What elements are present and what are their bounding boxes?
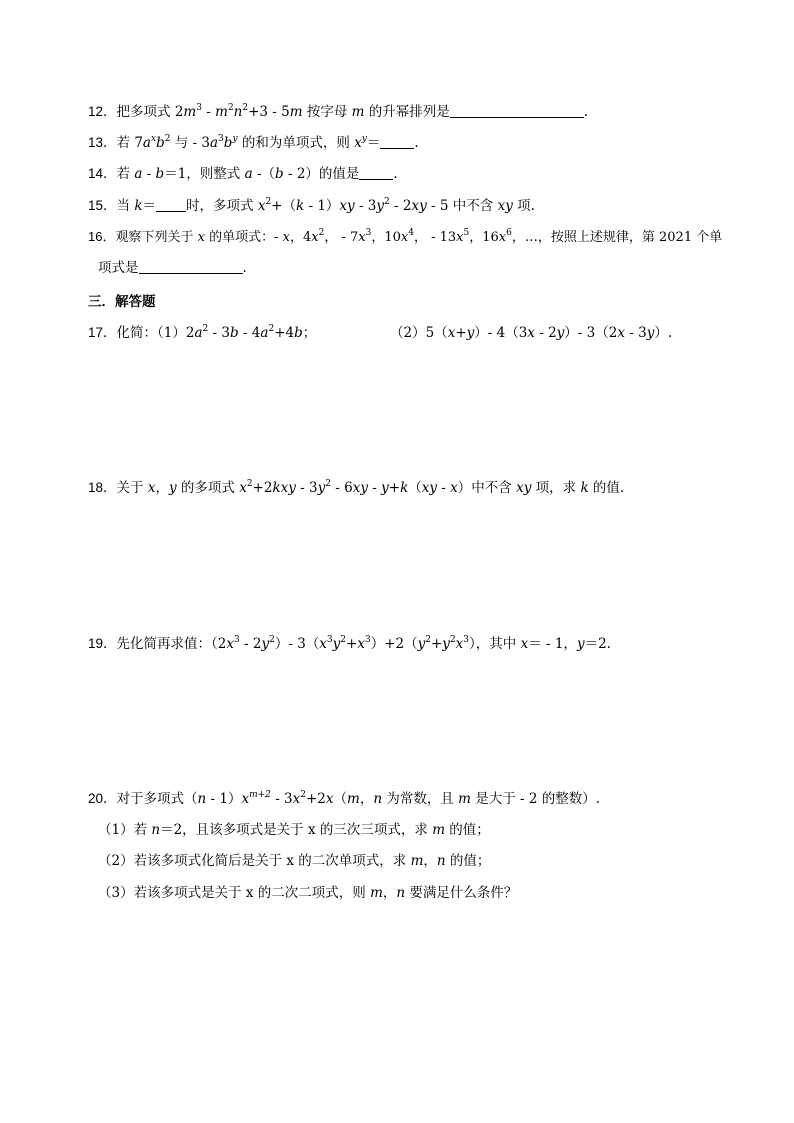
text: - 1） (206, 791, 242, 807)
text: - 3 (208, 325, 230, 341)
var: y (168, 480, 177, 496)
var: x (239, 480, 247, 496)
text: ，10 (371, 230, 401, 245)
var: x (245, 885, 254, 901)
var: y (576, 636, 585, 652)
text: （ (408, 480, 422, 496)
question-20-sub-3 (98, 883, 748, 903)
text: 的二次单项式，求 (294, 853, 411, 869)
var: y (376, 198, 385, 214)
exponent: 2 (340, 634, 347, 645)
text: - (367, 480, 382, 496)
var: n (396, 885, 406, 901)
text: 项式是 (98, 260, 139, 276)
var: x (257, 198, 266, 214)
text: 按字母 (302, 104, 352, 120)
var: k (295, 198, 305, 214)
var: x (292, 791, 301, 807)
question-17-part2 (390, 323, 750, 343)
text: 为常数，且 (382, 791, 459, 807)
text: 观察下列关于 (115, 230, 198, 245)
text: 时，多项式 (186, 198, 258, 214)
question-13 (88, 133, 738, 153)
section-title: 三．解答题 (88, 294, 156, 310)
text: ＝2，且该多项式是关于 (160, 822, 308, 838)
var: x (400, 230, 409, 245)
text: . (583, 104, 589, 120)
answer-blank[interactable] (156, 197, 186, 212)
text: ），其中 (469, 636, 521, 652)
text: 的多项式 (176, 480, 240, 496)
text: - 5 中不含 (426, 198, 498, 214)
text: ）中不含 (457, 480, 517, 496)
text: ＝1，则整式 (164, 166, 245, 182)
var: m (183, 104, 197, 120)
exponent: 3 (365, 227, 372, 238)
var: x (319, 636, 327, 652)
exponent: 6 (506, 227, 512, 238)
exponent: x (150, 133, 157, 144)
text: 若 (116, 166, 135, 182)
text: 把多项式 2 (116, 104, 184, 120)
var: x (358, 230, 366, 245)
exponent: 3 (196, 102, 202, 113)
exponent: 3 (234, 634, 240, 645)
text: ）- 3（2 (564, 325, 618, 341)
question-number: 14． (88, 166, 117, 181)
text: 当 (116, 198, 135, 214)
text: 的和为单项式，则 (237, 135, 355, 151)
var: x (357, 636, 365, 652)
text: 的升幂排列是 (364, 104, 450, 120)
text: 项，求 (531, 480, 581, 496)
exponent: 2 (269, 634, 275, 645)
var: a (134, 166, 143, 182)
question-20 (88, 789, 738, 809)
var: x (354, 135, 362, 151)
exponent: 3 (364, 634, 371, 645)
text: （1）若 (98, 822, 152, 838)
exponent: 2 (449, 634, 456, 645)
question-number: 12． (88, 104, 117, 119)
text: 对于多项式（ (116, 791, 198, 807)
exponent: y (232, 133, 238, 144)
var: n (197, 791, 207, 807)
question-14 (88, 164, 738, 184)
text: （2）5（ (390, 325, 448, 341)
var: xy (411, 198, 427, 214)
text: ＝2. (584, 636, 611, 652)
text: ＝ - 1， (528, 636, 577, 652)
text: ； (302, 325, 317, 341)
var: m (347, 791, 360, 807)
question-18 (88, 478, 738, 498)
question-number: 13． (88, 135, 117, 150)
var: k (400, 480, 409, 496)
var: y (646, 325, 655, 341)
exponent: y (361, 133, 367, 144)
exponent: 5 (463, 227, 470, 238)
exponent: m+2 (249, 789, 271, 800)
text: ）+2（ (370, 636, 418, 652)
text: ，…，按照上述规律，第 2021 个单 (511, 230, 723, 245)
question-number: 16． (88, 229, 116, 244)
text: - 3 (295, 480, 318, 496)
var: y (466, 325, 475, 341)
exponent: 2 (202, 323, 209, 334)
var: xy (339, 198, 355, 214)
var: m (289, 104, 303, 120)
text: （3）若该多项式是关于 (98, 885, 246, 901)
text: - 1） (304, 198, 340, 214)
var: y (332, 636, 341, 652)
text: ＝ (366, 135, 381, 151)
text: +2 (306, 791, 326, 807)
var: b (156, 135, 165, 151)
text: +2 (252, 480, 273, 496)
text: +3 - 5 (248, 104, 290, 120)
answer-blank[interactable] (380, 134, 414, 149)
question-19 (88, 634, 738, 654)
var: x (286, 853, 295, 869)
text: （2）若该多项式化简后是关于 (98, 853, 287, 869)
text: 关于 (116, 480, 148, 496)
var: a (209, 135, 219, 151)
question-15 (88, 196, 738, 216)
var: x (520, 636, 529, 652)
question-number: 19． (88, 636, 117, 651)
text: ，4 (289, 230, 312, 245)
text: 的值； (445, 853, 491, 869)
question-number: 17． (88, 325, 117, 340)
var: kxy (272, 480, 296, 496)
text: ，16 (469, 230, 499, 245)
var: y (417, 636, 426, 652)
var: xy (352, 480, 368, 496)
text: - 3 (270, 791, 293, 807)
exponent: 2 (164, 133, 171, 144)
var: k (134, 198, 143, 214)
text: . (393, 166, 398, 182)
text: ， - 13 (413, 230, 457, 245)
var: b (155, 166, 165, 182)
var: b (230, 325, 239, 341)
text: ）- 4（3 (474, 325, 528, 341)
question-16 (88, 227, 738, 248)
question-20-sub-1 (98, 820, 748, 840)
text: ）. (654, 325, 673, 341)
text: + (388, 480, 401, 496)
text: - (437, 480, 451, 496)
text: 的值； (445, 822, 490, 838)
exponent: 4 (408, 227, 414, 238)
var: x (311, 230, 319, 245)
text: +（ (271, 198, 296, 214)
var: xy (516, 480, 532, 496)
text: + (455, 325, 467, 341)
var: x (307, 822, 316, 838)
exponent: 3 (326, 634, 333, 645)
var: m (215, 104, 228, 120)
var: a (260, 325, 269, 341)
text: - (201, 104, 216, 120)
var: y (317, 480, 326, 496)
var: x (282, 230, 290, 245)
text: 先化简再求值：（2 (116, 636, 227, 652)
answer-blank[interactable] (359, 165, 393, 180)
text: - 2）的值是 (283, 166, 360, 182)
var: m (458, 791, 471, 807)
text: + (346, 636, 358, 652)
var: m (351, 104, 365, 120)
var: xy (421, 480, 438, 496)
var: x (455, 636, 464, 652)
exponent: 2 (265, 196, 272, 207)
var: m (432, 822, 446, 838)
text: + (430, 636, 443, 652)
text: - 2 (534, 325, 557, 341)
text: ， (359, 791, 374, 807)
exponent: 2 (242, 102, 249, 113)
text: - 3 (624, 325, 647, 341)
var: b (223, 135, 233, 151)
var: x (456, 230, 464, 245)
exponent: 2 (318, 227, 325, 238)
var: n (373, 791, 383, 807)
text: - 2 (239, 636, 262, 652)
text: - (142, 166, 156, 182)
answer-blank[interactable] (139, 259, 243, 274)
var: x (241, 791, 250, 807)
var: b (294, 325, 303, 341)
text: . (242, 260, 247, 276)
text: 项. (512, 198, 535, 214)
var: x (197, 230, 205, 245)
text: - 4 (238, 325, 261, 341)
text: 的单项式：- (204, 230, 283, 245)
var: x (498, 230, 507, 245)
exponent: 2 (246, 478, 253, 489)
text: 若 7 (116, 135, 143, 151)
text: ＝ (142, 198, 157, 214)
text: . (414, 135, 419, 151)
var: x (325, 791, 334, 807)
question-16-cont (98, 258, 748, 278)
exponent: 2 (227, 102, 234, 113)
var: x (226, 636, 234, 652)
text: （ (333, 791, 348, 807)
var: y (556, 325, 565, 341)
var: n (151, 822, 161, 838)
text: 的值. (588, 480, 625, 496)
exponent: 2 (300, 789, 306, 800)
var: m (410, 853, 424, 869)
var: x (147, 480, 156, 496)
text: 是大于 - 2 的整数）. (470, 791, 601, 807)
text: 化简：（1）2 (116, 325, 195, 341)
question-number: 18． (88, 480, 117, 495)
text: 要满足什么条件？ (405, 885, 518, 901)
var: a (194, 325, 203, 341)
var: n (233, 104, 243, 120)
text: 的二次二项式，则 (253, 885, 371, 901)
text: - 3 (354, 198, 377, 214)
text: ， (423, 853, 437, 869)
var: y (442, 636, 450, 652)
var: b (275, 166, 284, 182)
var: a (142, 135, 151, 151)
text: 的三次三项式，求 (315, 822, 433, 838)
exponent: 2 (384, 196, 390, 207)
var: m (370, 885, 383, 901)
text: - 2 (389, 198, 412, 214)
var: a (244, 166, 253, 182)
question-number: 15． (88, 198, 117, 213)
exponent: 2 (268, 323, 275, 334)
exponent: 3 (463, 634, 470, 645)
text: 与 - 3 (170, 135, 210, 151)
answer-blank[interactable] (450, 103, 584, 118)
var: y (261, 636, 270, 652)
var: y (381, 480, 389, 496)
text: ， - 7 (324, 230, 359, 245)
text: ， (382, 885, 397, 901)
text: +4 (274, 325, 295, 341)
exponent: 2 (325, 478, 331, 489)
var: x (447, 325, 456, 341)
text: - 6 (330, 480, 353, 496)
text: ， (155, 480, 169, 496)
question-12 (88, 102, 738, 122)
var: k (580, 480, 589, 496)
question-20-sub-2 (98, 851, 748, 871)
exponent: 3 (218, 133, 224, 144)
var: xy (497, 198, 513, 214)
var: x (450, 480, 458, 496)
exponent: 2 (425, 634, 431, 645)
var: n (436, 853, 446, 869)
var: x (527, 325, 535, 341)
text: ）- 3（ (274, 636, 320, 652)
question-number: 20． (88, 791, 117, 806)
var: x (617, 325, 625, 341)
text: -（ (252, 166, 276, 182)
